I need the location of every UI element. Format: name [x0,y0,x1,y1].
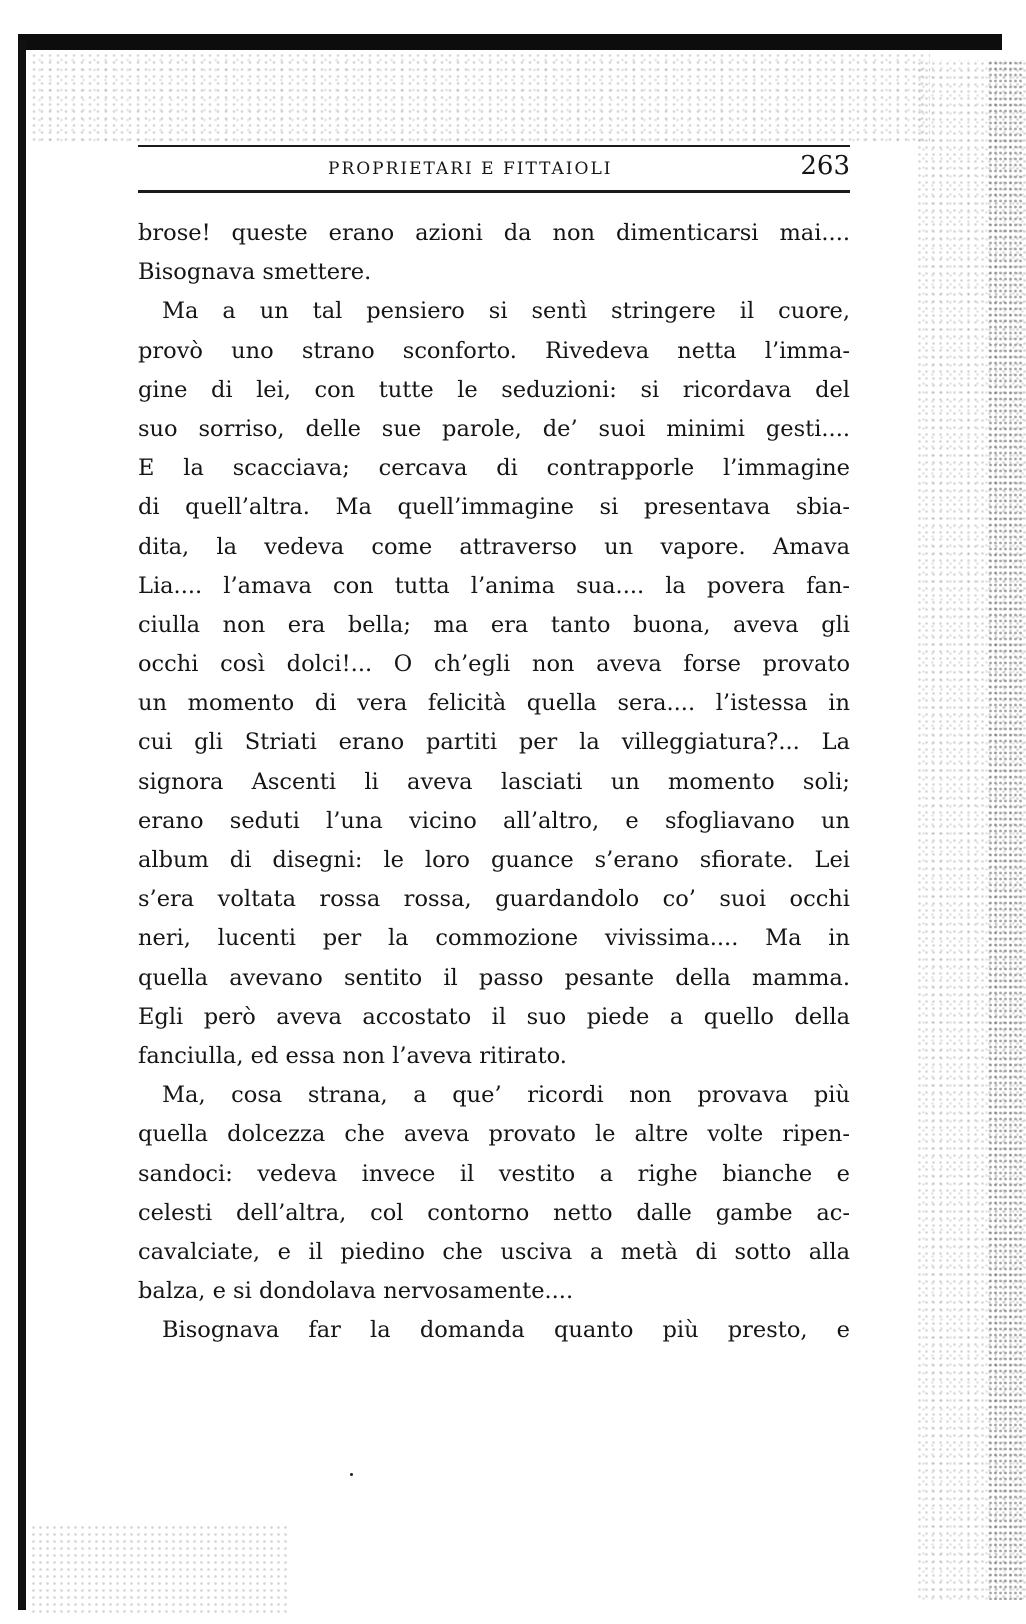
text-line: erano seduti l’una vicino all’altro, e sfogliavano un [138,807,850,834]
header-rule-bottom [138,190,850,193]
text-line: Lia.... l’amava con tutta l’anima sua.... la povera fan- [138,572,850,599]
text-line: dita, la vedeva come attraverso un vapore. Amava [138,533,850,560]
running-title: PROPRIETARI E FITTAIOLI [328,159,613,179]
scan-border-top [18,34,1002,50]
text-line: neri, lucenti per la commozione vivissima.... Ma in [138,925,850,952]
text-line: Egli però aveva accostato il suo piede a quello della [138,1003,850,1030]
text-line: quella dolcezza che aveva provato le altre volte ripen- [138,1121,850,1148]
text-line: balza, e si dondolava nervosamente.... [138,1278,574,1305]
text-line: Ma, cosa strana, a que’ ricordi non provava più [162,1082,850,1109]
text-line: E la scacciava; cercava di contrapporle l’immagine [138,455,850,482]
text-line: cavalciate, e il piedino che usciva a metà di sotto alla [138,1238,850,1265]
text-line: gine di lei, con tutte le seduzioni: si ricordava del [138,376,850,403]
text-line: Bisognava smettere. [138,259,372,286]
text-line: ciulla non era bella; ma era tanto buona, aveva gli [138,611,850,638]
text-line: s’era voltata rossa rossa, guardandolo co’ suoi occhi [138,886,850,913]
ink-speck [350,1473,353,1476]
scan-border-left [18,40,26,1610]
text-line: suo sorriso, delle sue parole, de’ suoi minimi gesti.... [138,415,850,442]
header-rule-top [138,145,850,147]
text-line: brose! queste erano azioni da non dimenticarsi mai.... [138,220,850,246]
scan-edge-right [988,60,1022,1600]
text-line: fanciulla, ed essa non l’aveva ritirato. [138,1042,567,1069]
text-line: album di disegni: le loro guance s’erano sfiorate. Lei [138,847,850,873]
text-line: sandoci: vedeva invece il vestito a righe bianche e [138,1160,850,1187]
text-line: un momento di vera felicità quella sera.... l’istessa in [138,690,850,717]
text-line: provò uno strano sconforto. Rivedeva netta l’imma- [138,337,850,364]
text-line: Bisognava far la domanda quanto più presto, e [162,1317,850,1344]
text-line: Ma a un tal pensiero si sentì stringere il cuore, [162,298,850,325]
running-head [138,151,850,185]
page-number: 263 [800,151,850,181]
text-line: di quell’altra. Ma quell’immagine si presentava sbia- [138,494,850,521]
text-line: cui gli Striati erano partiti per la villeggiatura?... La [138,729,850,756]
body-text [138,214,850,1350]
scan-noise-top [30,52,930,142]
text-line: quella avevano sentito il passo pesante della mamma. [138,964,850,991]
text-line: occhi così dolci!... O ch’egli non aveva forse provato [138,651,850,678]
scan-noise-bottom [30,1524,290,1614]
text-line: celesti dell’altra, col contorno netto dalle gambe ac- [138,1199,850,1226]
text-line: signora Ascenti li aveva lasciati un momento soli; [138,768,850,795]
